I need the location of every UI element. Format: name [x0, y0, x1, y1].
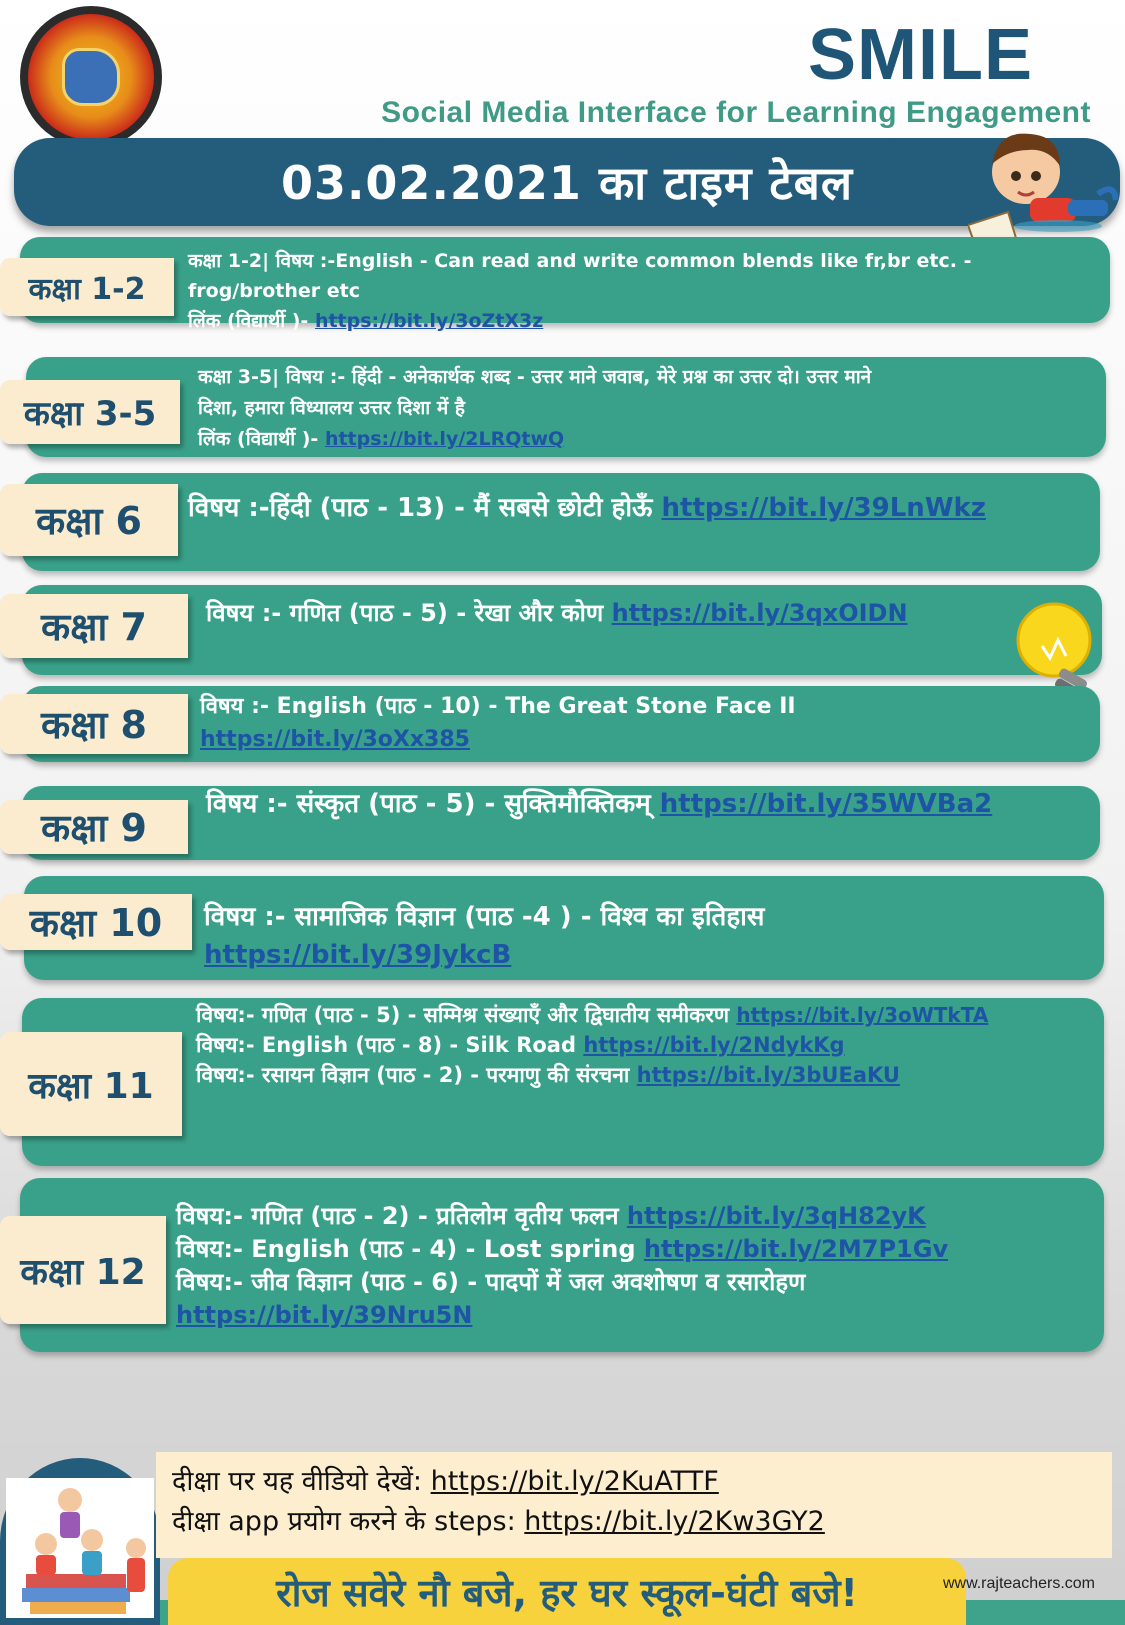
class-tag-10: कक्षा 10	[0, 894, 192, 950]
brand-subtitle: Social Media Interface for Learning Engagement	[381, 96, 1091, 129]
subject-line: विषय :- गणित (पाठ - 5) - रेखा और कोण https://bit.ly/3qxOIDN	[206, 599, 908, 627]
diksha-steps-line: दीक्षा app प्रयोग करने के steps: https://bit.ly/2Kw3GY2	[172, 1506, 825, 1537]
class-11-details	[196, 1000, 988, 1090]
subject-line: frog/brother etc	[188, 280, 360, 302]
slogan-text: रोज सवेरे नौ बजे, हर घर स्कूल-घंटी बजे!	[276, 1570, 858, 1615]
class-1-2-details	[188, 246, 972, 336]
subject-line: विषय:- English (पाठ - 4) - Lost spring https://bit.ly/2M7P1Gv	[176, 1235, 949, 1263]
link-line	[176, 1299, 948, 1332]
class-8-details	[200, 690, 796, 756]
lesson-link[interactable]: https://bit.ly/39JykcB	[204, 940, 512, 970]
subject-line: विषय:- रसायन विज्ञान (पाठ - 2) - परमाणु की संरचना https://bit.ly/3bUEaKU	[196, 1063, 900, 1087]
class-tag-6: कक्षा 6	[0, 484, 178, 556]
reading-child-illustration	[968, 120, 1118, 250]
class-7-details	[206, 596, 908, 630]
page-title: 03.02.2021 का टाइम टेबल	[280, 156, 854, 210]
slogan-banner	[168, 1558, 966, 1625]
link-line: लिंक (विद्यार्थी )- https://bit.ly/3oZtX3z	[188, 310, 544, 332]
subject-line: कक्षा 1-2| विषय :-English - Can read and write common blends like fr,br etc. -	[188, 250, 972, 272]
link-line: लिंक (विद्यार्थी )- https://bit.ly/2LRQtwQ	[198, 428, 565, 450]
link-line	[204, 936, 765, 974]
lesson-link[interactable]: https://bit.ly/3oWTkTA	[736, 1003, 989, 1027]
brand-title: SMILE	[807, 15, 1033, 95]
lesson-link[interactable]: https://bit.ly/3qH82yK	[626, 1202, 926, 1230]
education-department-logo	[20, 6, 162, 148]
website-credit: www.rajteachers.com	[942, 1575, 1095, 1592]
class-12-details	[176, 1200, 948, 1332]
subject-line: विषय:- गणित (पाठ - 5) - सम्मिश्र संख्याएँ और द्विघातीय समीकरण https://bit.ly/3oWTkTA	[196, 1003, 989, 1027]
lesson-link[interactable]: https://bit.ly/3qxOIDN	[611, 599, 908, 627]
diksha-info-box	[156, 1452, 1112, 1558]
diksha-video-line: दीक्षा पर यह वीडियो देखें: https://bit.ly/2KuATTF	[172, 1466, 719, 1497]
lesson-link[interactable]: https://bit.ly/39LnWkz	[661, 493, 986, 523]
subject-line: दिशा, हमारा विध्यालय उत्तर दिशा में है	[198, 397, 465, 419]
lesson-link[interactable]: https://bit.ly/39Nru5N	[176, 1301, 473, 1329]
lesson-link[interactable]: https://bit.ly/3oXx385	[200, 727, 470, 752]
link-line	[200, 723, 796, 756]
rajasthan-map-icon	[62, 48, 120, 106]
class-tag-12: कक्षा 12	[0, 1216, 166, 1324]
subject-line: विषय :- सामाजिक विज्ञान (पाठ -4 ) - विश्व का इतिहास	[204, 902, 765, 932]
subject-line: कक्षा 3-5| विषय :- हिंदी - अनेकार्थक शब्द - उत्तर माने जवाब, मेरे प्रश्न का उत्तर दो। उत्तर माने	[198, 366, 872, 388]
subject-line: विषय :- English (पाठ - 10) - The Great Stone Face II	[200, 694, 796, 719]
subject-line: विषय :- संस्कृत (पाठ - 5) - सुक्तिमौक्तिकम् https://bit.ly/35WVBa2	[206, 789, 993, 819]
diksha-steps-link[interactable]: https://bit.ly/2Kw3GY2	[524, 1506, 825, 1537]
class-3-5-details	[198, 362, 871, 455]
class-tag-1-2: कक्षा 1-2	[0, 258, 174, 316]
lesson-link[interactable]: https://bit.ly/2M7P1Gv	[643, 1235, 949, 1263]
children-reading-books-illustration	[6, 1478, 154, 1618]
class-tag-3-5: कक्षा 3-5	[0, 380, 180, 444]
class-tag-8: कक्षा 8	[0, 694, 188, 754]
class-6-details	[188, 490, 986, 526]
subject-line: विषय:- गणित (पाठ - 2) - प्रतिलोम वृतीय फलन https://bit.ly/3qH82yK	[176, 1202, 926, 1230]
subject-line: विषय:- जीव विज्ञान (पाठ - 6) - पादपों में जल अवशोषण व रसारोहण	[176, 1268, 806, 1296]
diksha-video-link[interactable]: https://bit.ly/2KuATTF	[430, 1466, 719, 1497]
timetable-title-banner	[14, 138, 1120, 226]
class-tag-9: कक्षा 9	[0, 800, 188, 854]
lesson-link[interactable]: https://bit.ly/2NdykKg	[583, 1033, 845, 1057]
subject-line: विषय :-हिंदी (पाठ - 13) - मैं सबसे छोटी होऊँ https://bit.ly/39LnWkz	[188, 493, 986, 523]
class-10-details	[204, 898, 765, 974]
lesson-link[interactable]: https://bit.ly/3oZtX3z	[314, 310, 544, 332]
subject-line: विषय:- English (पाठ - 8) - Silk Road https://bit.ly/2NdykKg	[196, 1033, 845, 1057]
lesson-link[interactable]: https://bit.ly/35WVBa2	[659, 789, 993, 819]
class-tag-11: कक्षा 11	[0, 1032, 182, 1136]
lesson-link[interactable]: https://bit.ly/2LRQtwQ	[324, 428, 565, 450]
class-tag-7: कक्षा 7	[0, 594, 188, 658]
class-9-details	[206, 786, 992, 822]
lesson-link[interactable]: https://bit.ly/3bUEaKU	[636, 1063, 900, 1087]
